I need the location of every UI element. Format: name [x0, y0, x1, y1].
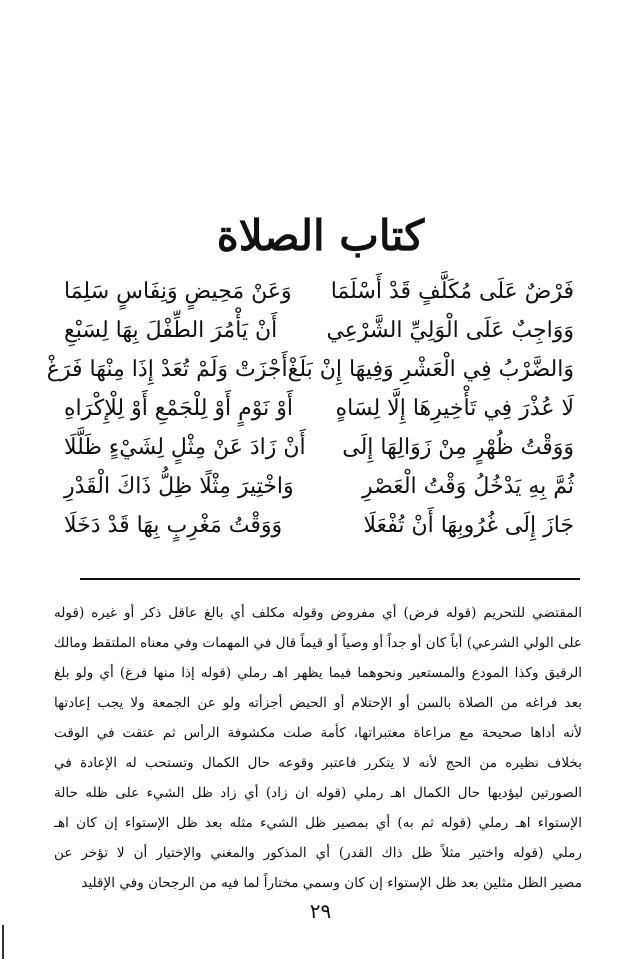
chapter-title: كتاب الصلاة [216, 211, 425, 260]
verse-second-hemistich: أَوْ نَوْمٍ أَوْ لِلْجَمْعِ أَوْ لِلْإِكْرَاهِ [64, 396, 293, 421]
commentary-line: بعد فراغه من الصلاة بالسن أو الإحتلام أو الحيض أجزأته ولو عن الجمعة ولا يجب إعادتها [54, 695, 582, 711]
commentary-line: على الولي الشرعي) أباً كان أو جداً أو وصياً أو قيماً قال في المهمات وفي معناه الملتقط ومالك [53, 635, 582, 651]
commentary-line: الرقيق وكذا المودع والمستعير ونحوهما فيما يظهر اهـ رملي (قوله إذا منها فرغ) أي ولو بلغ [54, 665, 582, 681]
verse [64, 428, 574, 467]
verse-first-hemistich: وَوَقْتُ ظُهْرٍ مِنْ زَوَالِهَا إِلَى [342, 435, 574, 460]
verse [64, 272, 574, 311]
verse-first-hemistich: جَازَ إِلَى غُرُوبِهَا أَنْ تُفْعَلَا [363, 513, 574, 538]
poem [46, 272, 574, 545]
page-number: ٢٩ [309, 899, 332, 923]
verse-first-hemistich: فَرْضٌ عَلَى مُكَلَّفٍ قَدْ أَسْلَمَا [330, 279, 574, 304]
verse-first-hemistich: وَوَاجِبٌ عَلَى الْوَلِيِّ الشَّرْعِي [326, 318, 574, 343]
verse-second-hemistich: أَنْ يَأْمُرَ الطِّفْلَ بِهَا لِسَبْعِ [64, 318, 278, 343]
commentary-line: بخلاف نظيره من الحج لأنه لا يتكرر فاعتبر وقوعه حال الكمال وتستحب له الإعادة في [54, 755, 582, 771]
scan-edge-mark [2, 925, 4, 959]
verse-second-hemistich: وَوَقْتُ مَغْرِبٍ بِهَا قَدْ دَخَلَا [64, 513, 283, 538]
commentary-line: رملي (قوله واختير مثلاً ظل ذاك القدر) أي المذكور والمغني والإختيار أن لا تؤخر عن [54, 845, 582, 861]
verse-first-hemistich: ثُمَّ بِهِ يَدْخُلُ وَقْتُ الْعَصْرِ [362, 474, 574, 499]
verse-second-hemistich: أَنْ زَادَ عَنْ مِثْلٍ لِشَيْءٍ ظَلَّلَا [64, 435, 306, 460]
commentary-line: الصورتين ليؤديها حال الكمال اهـ رملي (قوله ان زاد) أي زاد ظل الشيء على ظله حالة [54, 785, 582, 801]
commentary-line: الإستواء اهـ رملي (قوله ثم به) أي بمصير ظل الشيء مثله بعد ظل الإستواء إن كان اهـ [54, 815, 582, 831]
verse [64, 389, 574, 428]
commentary [54, 598, 582, 898]
commentary-line: لأنه أداها صحيحة مع مراعاة معتبراتها، كأمة صلت مكشوفة الرأس ثم عتقت في الوقت [54, 725, 582, 741]
verse-second-hemistich: أَجْزَتْ وَلَمْ تُعَدْ إِذَا مِنْهَا فَرَغْ [46, 357, 288, 382]
footnote-divider [80, 578, 580, 580]
commentary-line: مصير الظل مثلين بعد ظل الإستواء إن كان وسمي مختاراً لما فيه من الرجحان وفي الإقليد [81, 875, 582, 891]
verse [46, 350, 574, 389]
verse-first-hemistich: وَالضَّرْبُ فِي الْعَشْرِ وَفِيهَا إِنْ بَلَغْ [287, 357, 574, 382]
commentary-line: المقتضي للتحريم (قوله فرض) أي مفروض وقوله مكلف أي بالغ عاقل ذكر أو غيره (قوله [54, 605, 582, 621]
verse [64, 467, 574, 506]
verse-first-hemistich: لَا عُذْرَ فِي تَأْخِيرِهَا إِلَّا لِسَاهٍ [335, 396, 574, 421]
verse [64, 311, 574, 350]
verse [64, 506, 574, 545]
verse-second-hemistich: وَاخْتِيرَ مِثْلًا ظِلُّ ذَاكَ الْقَدْرِ [64, 474, 294, 499]
verse-second-hemistich: وَعَنْ مَحِيضٍ وَنِفَاسٍ سَلِمَا [64, 279, 292, 304]
